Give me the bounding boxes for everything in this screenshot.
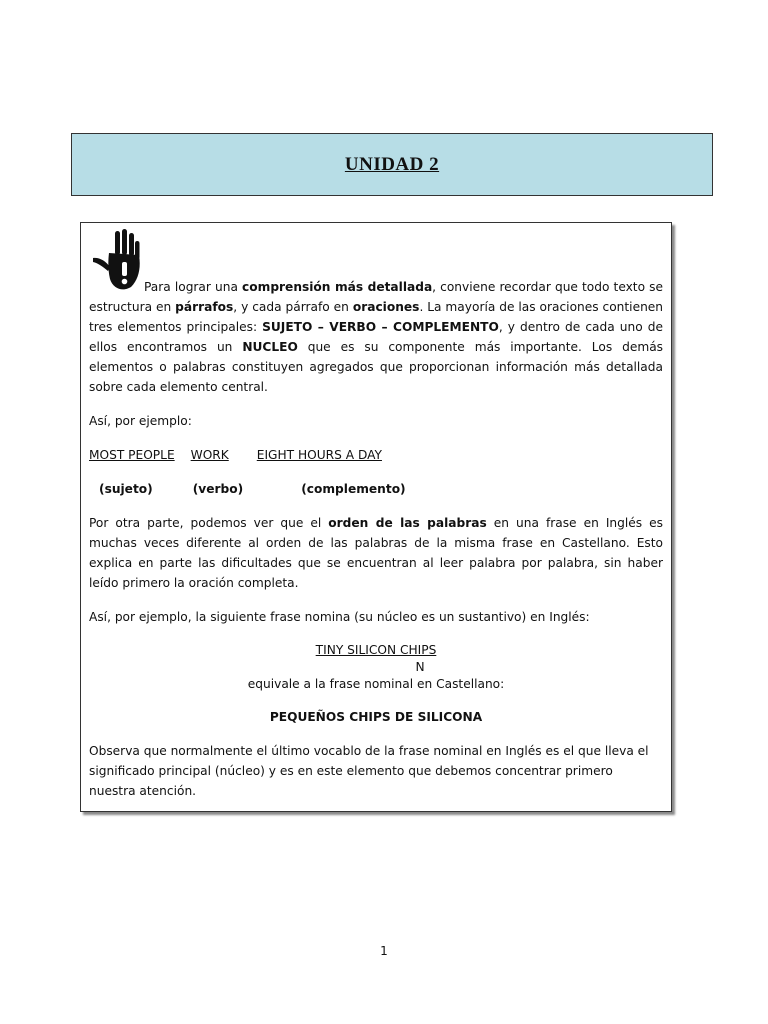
page-number: 1	[380, 944, 388, 958]
unit-title: UNIDAD 2	[344, 153, 440, 175]
intro-paragraph: Para lograr una comprensión más detallada, conviene recordar que todo texto se estructura en párrafos, y cada párrafo en oraciones. La mayoría de las oraciones contienen tres elementos principales: SUJETO – VERBO – COMPLEMENTO, y dentro de cada uno de ellos encontramos un NUCLEO que es su componente más importante. Los demás elementos o palabras constituyen agregados que proporcionan información más detallada sobre cada elemento central.	[89, 280, 664, 394]
example-lead: Así, por ejemplo:	[89, 414, 192, 428]
example-roles	[89, 479, 663, 499]
closing-paragraph: Observa que normalmente el último vocablo de la frase nominal en Inglés es el que lleva el significado principal (núcleo) y es en este elemento que debemos concentrar primero nuestra atención.	[89, 744, 649, 798]
role-verb: (verbo)	[192, 482, 244, 496]
example-complement: EIGHT HOURS A DAY	[256, 448, 382, 462]
example-subject: MOST PEOPLE	[89, 448, 175, 462]
example-verb: WORK	[190, 448, 229, 462]
noun-marker: N	[415, 660, 425, 674]
word-order-paragraph: Por otra parte, podemos ver que el orden de las palabras en una frase en Inglés es muchas veces diferente al orden de las palabras de la misma frase en Castellano. Esto explica en parte las dificultades que se encuentran al leer palabra por palabra, sin haber leído primero la oración completa.	[89, 516, 663, 590]
equivale-text: equivale a la frase nominal en Castellano:	[247, 677, 505, 691]
role-complement: (complemento)	[301, 482, 406, 496]
content-box	[80, 222, 672, 812]
example-sentence	[89, 445, 663, 465]
example2-lead: Así, por ejemplo, la siguiente frase nomina (su núcleo es un sustantivo) en Inglés:	[89, 610, 590, 624]
warning-hand-icon	[89, 227, 141, 291]
role-subject: (sujeto)	[99, 482, 153, 496]
english-phrase: TINY SILICON CHIPS	[315, 643, 437, 657]
unit-title-box	[71, 133, 713, 196]
spanish-translation: PEQUEÑOS CHIPS DE SILICONA	[269, 710, 483, 724]
